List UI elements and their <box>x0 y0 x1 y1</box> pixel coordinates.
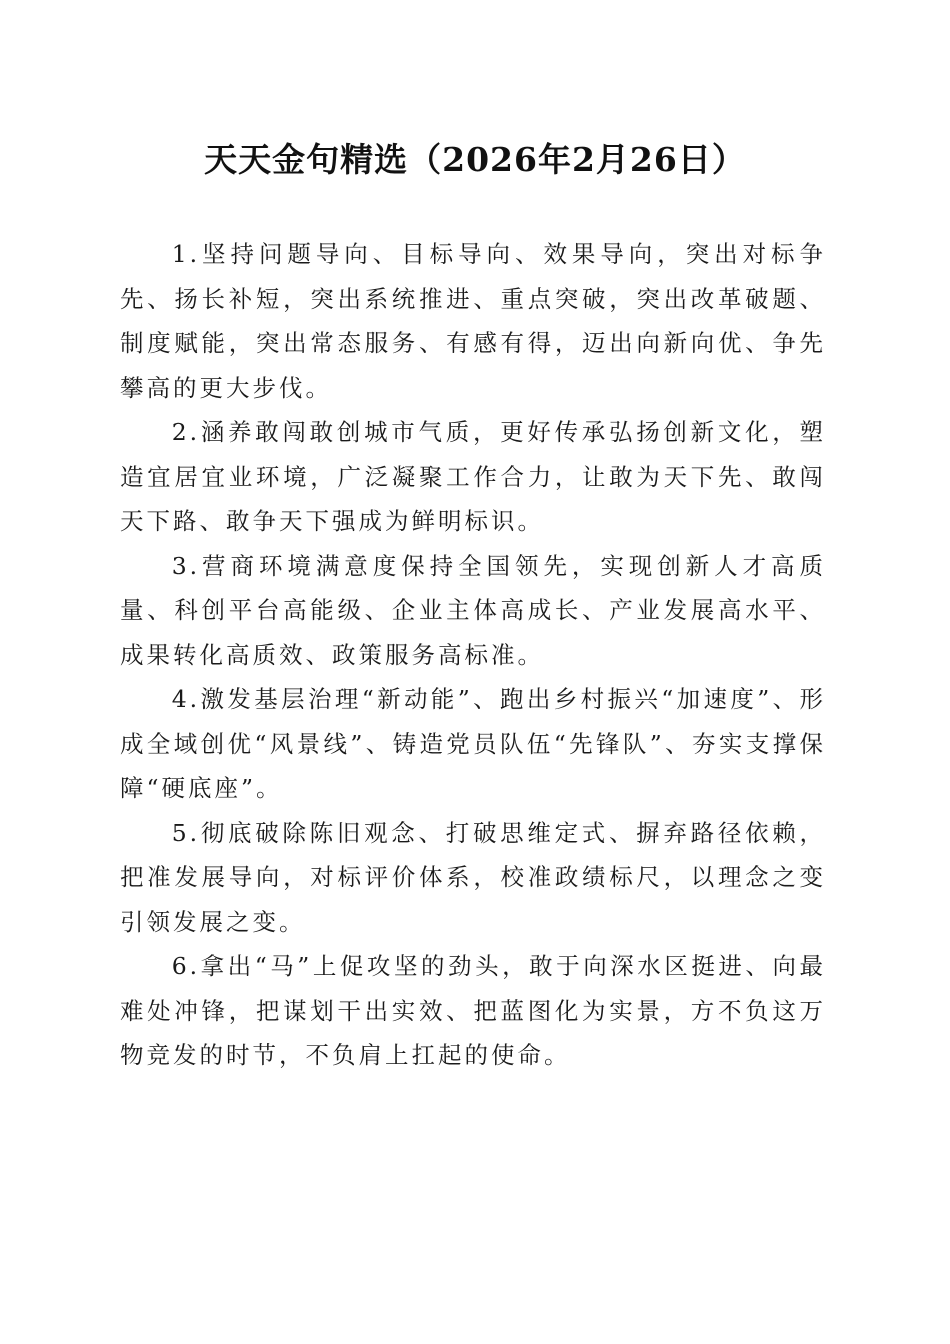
paragraph-5: 5.彻底破除陈旧观念、打破思维定式、摒弃路径依赖，把准发展导向，对标评价体系，校准政绩标尺，以理念之变引领发展之变。 <box>120 818 826 936</box>
document-body <box>120 232 826 1078</box>
paragraph-2: 2.涵养敢闯敢创城市气质，更好传承弘扬创新文化，塑造宜居宜业环境，广泛凝聚工作合力，让敢为天下先、敢闯天下路、敢争天下强成为鲜明标识。 <box>120 418 826 535</box>
paragraph-1: 1.坚持问题导向、目标导向、效果导向，突出对标争先、扬长补短，突出系统推进、重点突破，突出改革破题、制度赋能，突出常态服务、有感有得，迈出向新向优、争先攀高的更大步伐。 <box>120 240 826 402</box>
paragraph-3: 3.营商环境满意度保持全国领先，实现创新人才高质量、科创平台高能级、企业主体高成长、产业发展高水平、成果转化高质效、政策服务高标准。 <box>120 551 826 669</box>
paragraph-6: 6.拿出“马”上促攻坚的劲头，敢于向深水区挺进、向最难处冲锋，把谋划干出实效、把蓝图化为实景，方不负这万物竞发的时节，不负肩上扛起的使命。 <box>120 952 826 1069</box>
document-title: 天天金句精选（2026年2月26日） <box>204 140 746 179</box>
paragraph-4: 4.激发基层治理“新动能”、跑出乡村振兴“加速度”、形成全域创优“风景线”、铸造党员队伍“先锋队”、夯实支撑保障“硬底座”。 <box>120 685 826 802</box>
